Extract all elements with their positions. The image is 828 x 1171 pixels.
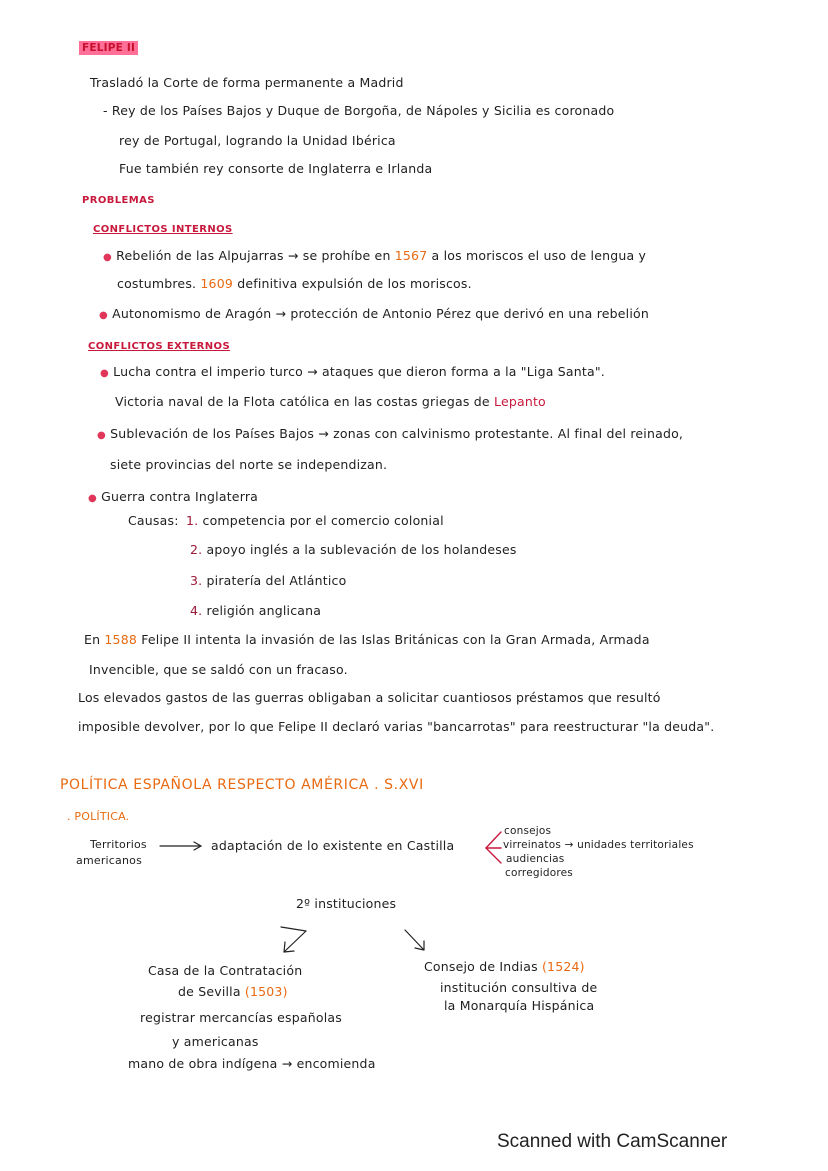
intro-line-1: Trasladó la Corte de forma permanente a Madrid	[90, 75, 404, 90]
adaptation-text: adaptación de lo existente en Castilla	[211, 838, 455, 853]
external-item-3: ● Guerra contra Inglaterra	[88, 489, 259, 504]
branch-corregidores: corregidores	[505, 867, 573, 879]
internal-conflicts-heading: CONFLICTOS INTERNOS	[93, 224, 233, 235]
consejo-desc-2: la Monarquía Hispánica	[444, 998, 595, 1013]
consejo-desc-1: institución consultiva de	[440, 980, 598, 995]
problems-heading: PROBLEMAS	[82, 195, 155, 206]
casa-desc-3: mano de obra indígena → encomienda	[128, 1056, 376, 1071]
external-item-2: ● Sublevación de los Países Bajos → zonas con calvinismo protestante. Al final del reinado,	[97, 426, 684, 441]
bullet-icon: ●	[103, 252, 112, 263]
external-item-2-cont: siete provincias del norte se independizan.	[110, 457, 388, 472]
branch-bracket-icon	[486, 832, 501, 863]
intro-line-3: rey de Portugal, logrando la Unidad Ibérica	[119, 133, 396, 148]
institutions-text: 2º instituciones	[296, 896, 397, 911]
debt-line-1: Los elevados gastos de las guerras obligaban a solicitar cuantiosos préstamos que resultó	[78, 690, 661, 705]
bullet-icon: ●	[100, 368, 109, 379]
external-item-1-cont: Victoria naval de la Flota católica en las costas griegas de Lepanto	[115, 394, 546, 409]
territories-label-1: Territorios	[90, 838, 147, 851]
cause-2: 2. apoyo inglés a la sublevación de los holandeses	[190, 542, 517, 557]
casa-desc-2: y americanas	[172, 1034, 259, 1049]
footer-watermark: Scanned with CamScanner	[497, 1131, 728, 1152]
internal-item-2: ● Autonomismo de Aragón → protección de Antonio Pérez que derivó en una rebelión	[99, 306, 649, 321]
territories-label-2: americanos	[76, 854, 143, 867]
intro-line-2: - Rey de los Países Bajos y Duque de Borgoña, de Nápoles y Sicilia es coronado	[103, 103, 615, 118]
internal-item-1-cont: costumbres. 1609 definitiva expulsión de los moriscos.	[117, 276, 472, 291]
external-conflicts-heading: CONFLICTOS EXTERNOS	[88, 341, 231, 352]
branch-virreinatos: virreinatos → unidades territoriales	[503, 839, 694, 851]
bullet-icon: ●	[97, 430, 106, 441]
arrow-consejo-icon	[405, 930, 424, 950]
armada-line-1: En 1588 Felipe II intenta la invasión de las Islas Británicas con la Gran Armada, Armada	[84, 632, 650, 647]
america-subheading: . POLÍTICA.	[67, 810, 130, 823]
casa-contratacion-line-2: de Sevilla (1503)	[178, 984, 288, 999]
cause-1: 1. competencia por el comercio colonial	[186, 513, 444, 528]
armada-line-2: Invencible, que se saldó con un fracaso.	[89, 662, 348, 677]
external-item-1: ● Lucha contra el imperio turco → ataques que dieron forma a la "Liga Santa".	[100, 364, 605, 379]
causes-label: Causas:	[128, 513, 179, 528]
arrow-casa-icon	[281, 927, 306, 931]
bullet-icon: ●	[99, 310, 108, 321]
casa-contratacion-line-1: Casa de la Contratación	[148, 963, 303, 978]
casa-desc-1: registrar mercancías españolas	[140, 1010, 342, 1025]
bullet-icon: ●	[88, 493, 97, 504]
america-heading: POLÍTICA ESPAÑOLA RESPECTO AMÉRICA . S.XVI	[60, 777, 424, 793]
cause-4: 4. religión anglicana	[190, 603, 322, 618]
consejo-indias: Consejo de Indias (1524)	[424, 959, 585, 974]
branch-audiencias: audiencias	[506, 853, 565, 865]
cause-3: 3. piratería del Atlántico	[190, 573, 347, 588]
branch-consejos: consejos	[504, 825, 552, 837]
debt-line-2: imposible devolver, por lo que Felipe II declaró varias "bancarrotas" para reestructurar "la deuda".	[78, 719, 715, 734]
intro-line-4: Fue también rey consorte de Inglaterra e Irlanda	[119, 161, 433, 176]
internal-item-1: ● Rebelión de las Alpujarras → se prohíbe en 1567 a los moriscos el uso de lengua y	[103, 248, 647, 263]
page-title: FELIPE II	[79, 41, 138, 55]
